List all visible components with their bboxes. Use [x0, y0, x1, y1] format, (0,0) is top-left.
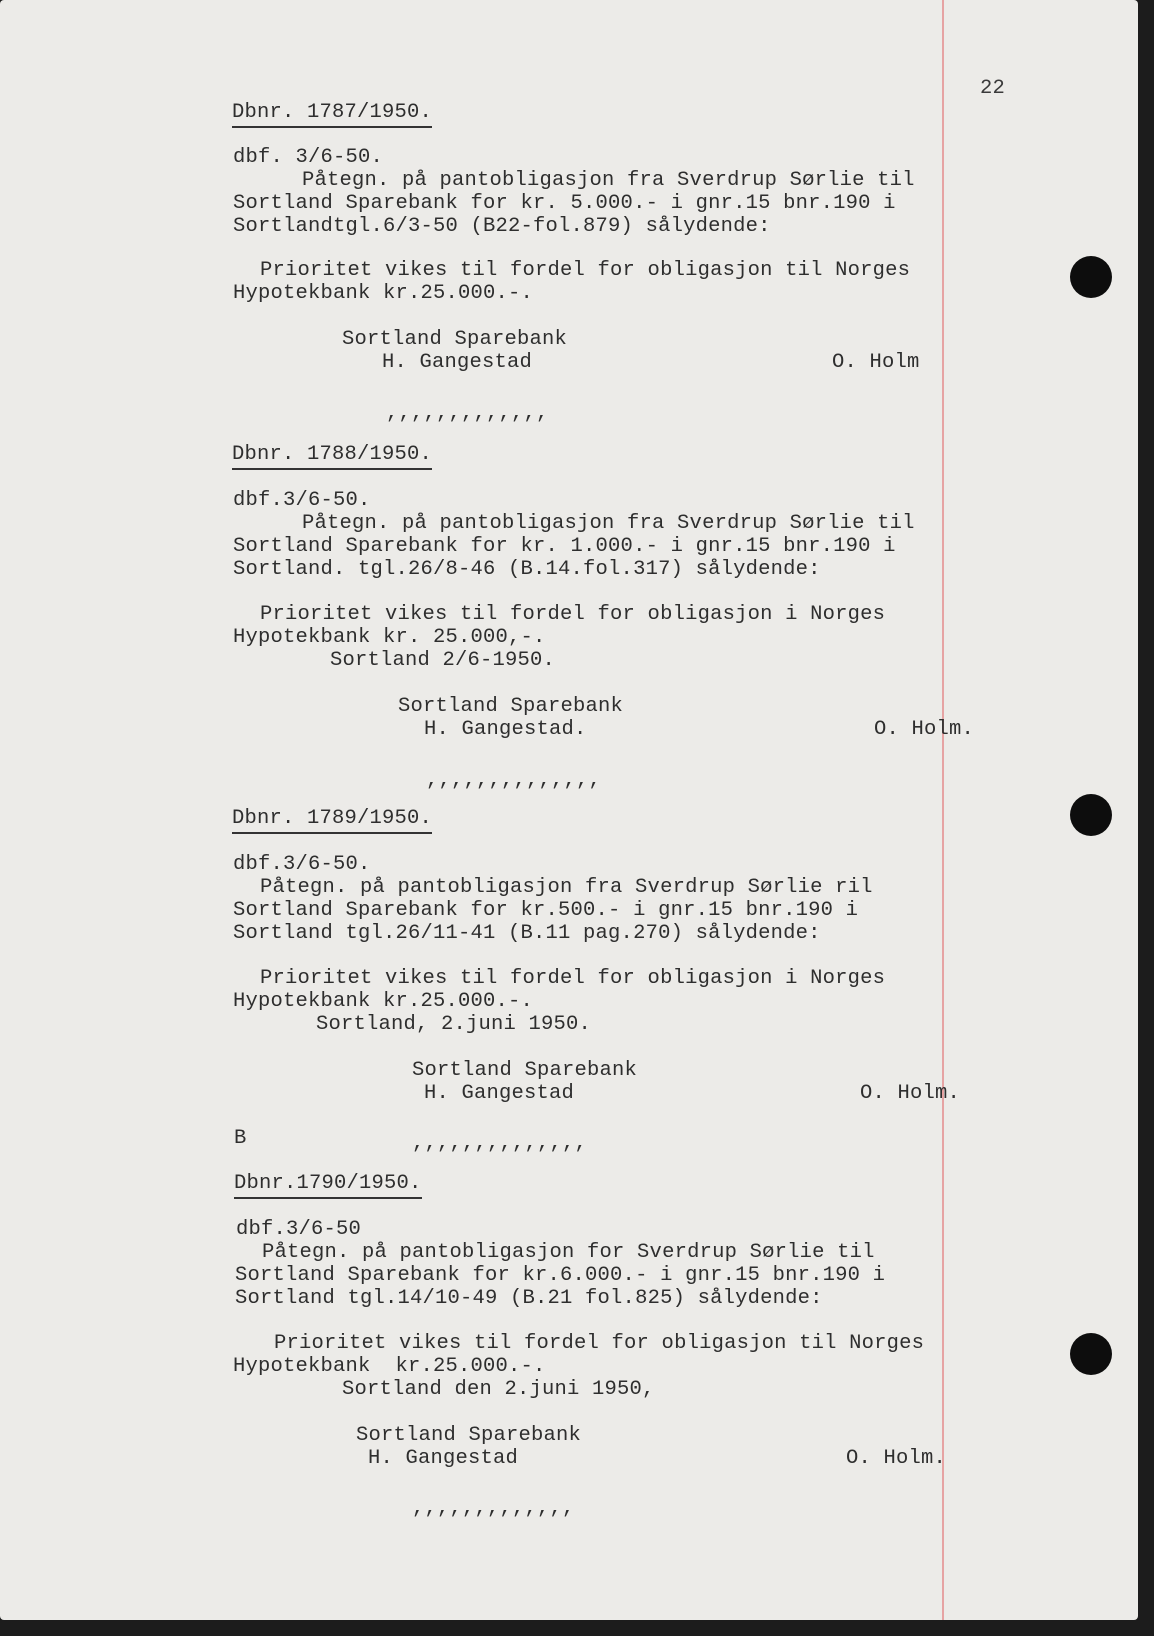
entry-body-line: Påtegn. på pantobligasjon fra Sverdrup Sørlie til: [302, 512, 915, 535]
entry-date: dbf.3/6-50: [236, 1218, 362, 1241]
entry-body-line: Sortland tgl.26/11-41 (B.11 pag.270) sålydende:: [233, 922, 821, 945]
punch-hole-bottom: [1070, 1333, 1112, 1375]
entry-header: Dbnr.1790/1950.: [234, 1172, 422, 1199]
entry-body-line: Sortland Sparebank for kr.500.- i gnr.15 bnr.190 i: [233, 899, 859, 922]
entry-signer-2: O. Holm.: [860, 1082, 961, 1105]
entry-signer-2: O. Holm.: [846, 1447, 947, 1470]
entry-priority-line: Prioritet vikes til fordel for obligasjon i Norges: [260, 967, 886, 990]
entry-date: dbf.3/6-50.: [233, 489, 371, 512]
entry-body-line: Påtegn. på pantobligasjon fra Sverdrup Sørlie til: [302, 169, 915, 192]
entry-signer-1: H. Gangestad.: [424, 718, 587, 741]
entry-signer-2: O. Holm.: [874, 718, 975, 741]
entry-body-line: Sortlandtgl.6/3-50 (B22-fol.879) sålydende:: [233, 215, 771, 238]
entry-date: dbf. 3/6-50.: [233, 146, 384, 169]
entry-body-line: Sortland Sparebank for kr. 5.000.- i gnr.15 bnr.190 i: [233, 192, 896, 215]
entry-body-line: Sortland tgl.14/10-49 (B.21 fol.825) sålydende:: [235, 1287, 823, 1310]
entry-priority-line: Prioritet vikes til fordel for obligasjon til Norges: [260, 259, 911, 282]
entry-body-line: Sortland. tgl.26/8-46 (B.14.fol.317) sålydende:: [233, 558, 821, 581]
entry-body-line: Sortland Sparebank for kr.6.000.- i gnr.15 bnr.190 i: [235, 1264, 886, 1287]
entry-priority-line: Hypotekbank kr.25.000.-.: [233, 282, 534, 305]
entry-signer-2: O. Holm: [832, 351, 920, 374]
entry-priority-line: Prioritet vikes til fordel for obligasjon i Norges: [260, 603, 886, 626]
entry-marks: ,,,,,,,,,,,,,: [412, 1497, 575, 1520]
entry-bank: Sortland Sparebank: [398, 695, 624, 718]
entry-bank: Sortland Sparebank: [412, 1059, 638, 1082]
entry-marks: ,,,,,,,,,,,,,,: [412, 1132, 588, 1155]
entry-date: dbf.3/6-50.: [233, 853, 371, 876]
punch-hole-top: [1070, 256, 1112, 298]
punch-hole-middle: [1070, 794, 1112, 836]
entry-signer-1: H. Gangestad: [368, 1447, 519, 1470]
entry-signer-1: H. Gangestad: [382, 351, 533, 374]
entry-priority-line: Prioritet vikes til fordel for obligasjon til Norges: [274, 1332, 925, 1355]
entry-body-line: Påtegn. på pantobligasjon fra Sverdrup Sørlie ril: [260, 876, 873, 899]
entry-body-line: Påtegn. på pantobligasjon for Sverdrup Sørlie til: [262, 1241, 875, 1264]
side-letter: B: [234, 1127, 247, 1150]
entry-body-line: Sortland Sparebank for kr. 1.000.- i gnr.15 bnr.190 i: [233, 535, 896, 558]
entry-signer-1: H. Gangestad: [424, 1082, 575, 1105]
entry-place-date: Sortland den 2.juni 1950,: [342, 1378, 655, 1401]
entry-header: Dbnr. 1787/1950.: [232, 101, 432, 128]
margin-line: [942, 0, 944, 1620]
entry-priority-line: Hypotekbank kr. 25.000,-.: [233, 626, 546, 649]
entry-bank: Sortland Sparebank: [342, 328, 568, 351]
entry-priority-line: Hypotekbank kr.25.000.-.: [233, 990, 534, 1013]
entry-header: Dbnr. 1789/1950.: [232, 807, 432, 834]
entry-priority-line: Hypotekbank kr.25.000.-.: [233, 1355, 546, 1378]
entry-place-date: Sortland 2/6-1950.: [330, 649, 556, 672]
entry-marks: ,,,,,,,,,,,,,,: [426, 769, 602, 792]
entry-marks: ,,,,,,,,,,,,,: [386, 402, 549, 425]
entry-bank: Sortland Sparebank: [356, 1424, 582, 1447]
entry-header: Dbnr. 1788/1950.: [232, 443, 432, 470]
entry-place-date: Sortland, 2.juni 1950.: [316, 1013, 592, 1036]
page-number: 22: [980, 77, 1006, 100]
